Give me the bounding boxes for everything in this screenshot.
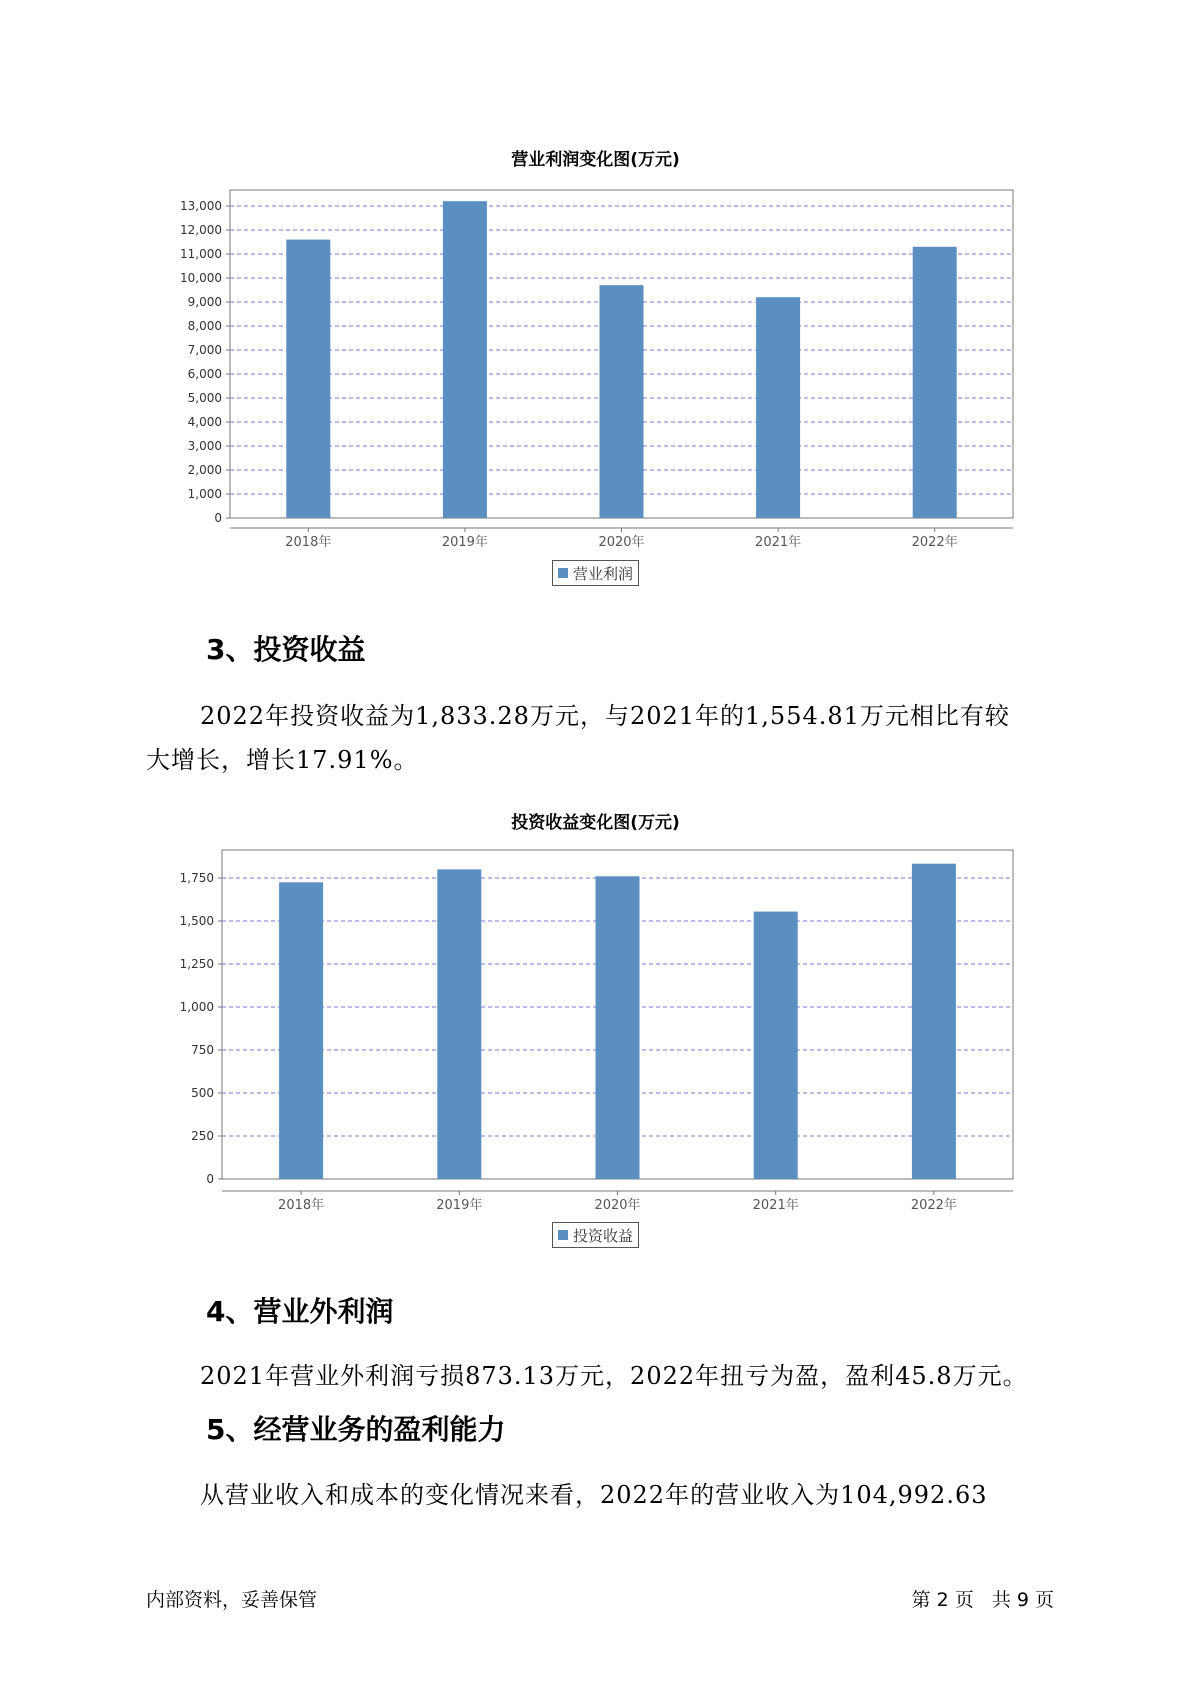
paragraph-line: 大增长，增长17.91%。	[146, 746, 419, 774]
bar	[913, 247, 957, 518]
bar	[279, 882, 323, 1179]
section-heading: 3、投资收益	[206, 633, 366, 666]
bar	[437, 869, 481, 1179]
bar	[912, 864, 956, 1179]
bar	[596, 876, 640, 1179]
y-tick-label: 12,000	[180, 223, 222, 237]
bar	[756, 297, 800, 518]
chart-legend	[552, 560, 639, 586]
chart-legend	[552, 1222, 639, 1248]
y-tick-label: 8,000	[187, 319, 222, 333]
legend-swatch	[558, 1230, 568, 1240]
footer-confidential: 内部资料，妥善保管	[146, 1589, 318, 1611]
x-tick-label: 2020年	[594, 1198, 641, 1213]
y-tick-label: 1,750	[179, 871, 214, 885]
y-tick-label: 9,000	[187, 295, 222, 309]
legend-label: 投资收益	[573, 1226, 634, 1245]
y-tick-label: 1,000	[187, 487, 222, 501]
y-tick-label: 500	[191, 1086, 214, 1100]
operating-profit-chart	[0, 180, 1191, 600]
y-tick-label: 10,000	[180, 271, 222, 285]
y-tick-label: 11,000	[180, 247, 222, 261]
chart-title: 营业利润变化图(万元)	[511, 150, 680, 170]
investment-income-chart	[0, 845, 1191, 1225]
bar	[754, 912, 798, 1179]
paragraph-line: 2021年营业外利润亏损873.13万元，2022年扭亏为盈，盈利45.8万元。	[200, 1362, 1028, 1390]
x-tick-label: 2021年	[752, 1198, 799, 1213]
x-tick-label: 2022年	[911, 535, 958, 550]
y-tick-label: 0	[206, 1172, 214, 1186]
y-tick-label: 7,000	[187, 343, 222, 357]
x-tick-label: 2018年	[285, 535, 332, 550]
y-tick-label: 3,000	[187, 439, 222, 453]
legend-label: 营业利润	[573, 564, 634, 583]
y-tick-label: 750	[191, 1043, 214, 1057]
bar	[600, 285, 644, 518]
y-tick-label: 6,000	[187, 367, 222, 381]
y-tick-label: 5,000	[187, 391, 222, 405]
y-tick-label: 13,000	[180, 199, 222, 213]
y-tick-label: 1,250	[179, 957, 214, 971]
paragraph-line: 从营业收入和成本的变化情况来看，2022年的营业收入为104,992.63	[200, 1481, 988, 1509]
chart-title: 投资收益变化图(万元)	[511, 813, 680, 833]
y-tick-label: 1,500	[179, 914, 214, 928]
paragraph-line: 2022年投资收益为1,833.28万元，与2021年的1,554.81万元相比有较	[200, 702, 1010, 730]
x-tick-label: 2021年	[755, 535, 802, 550]
x-tick-label: 2020年	[598, 535, 645, 550]
y-tick-label: 2,000	[187, 463, 222, 477]
x-tick-label: 2019年	[436, 1198, 483, 1213]
legend-swatch	[558, 568, 568, 578]
x-tick-label: 2018年	[278, 1198, 325, 1213]
bar	[286, 240, 330, 518]
y-tick-label: 0	[214, 511, 222, 525]
y-tick-label: 1,000	[179, 1000, 214, 1014]
section-heading: 4、营业外利润	[206, 1295, 394, 1328]
x-tick-label: 2019年	[441, 535, 488, 550]
bar	[443, 201, 487, 518]
section-heading: 5、经营业务的盈利能力	[206, 1413, 506, 1446]
y-tick-label: 250	[191, 1129, 214, 1143]
y-tick-label: 4,000	[187, 415, 222, 429]
x-tick-label: 2022年	[910, 1198, 957, 1213]
footer-page-number: 第 2 页 共 9 页	[911, 1589, 1054, 1611]
